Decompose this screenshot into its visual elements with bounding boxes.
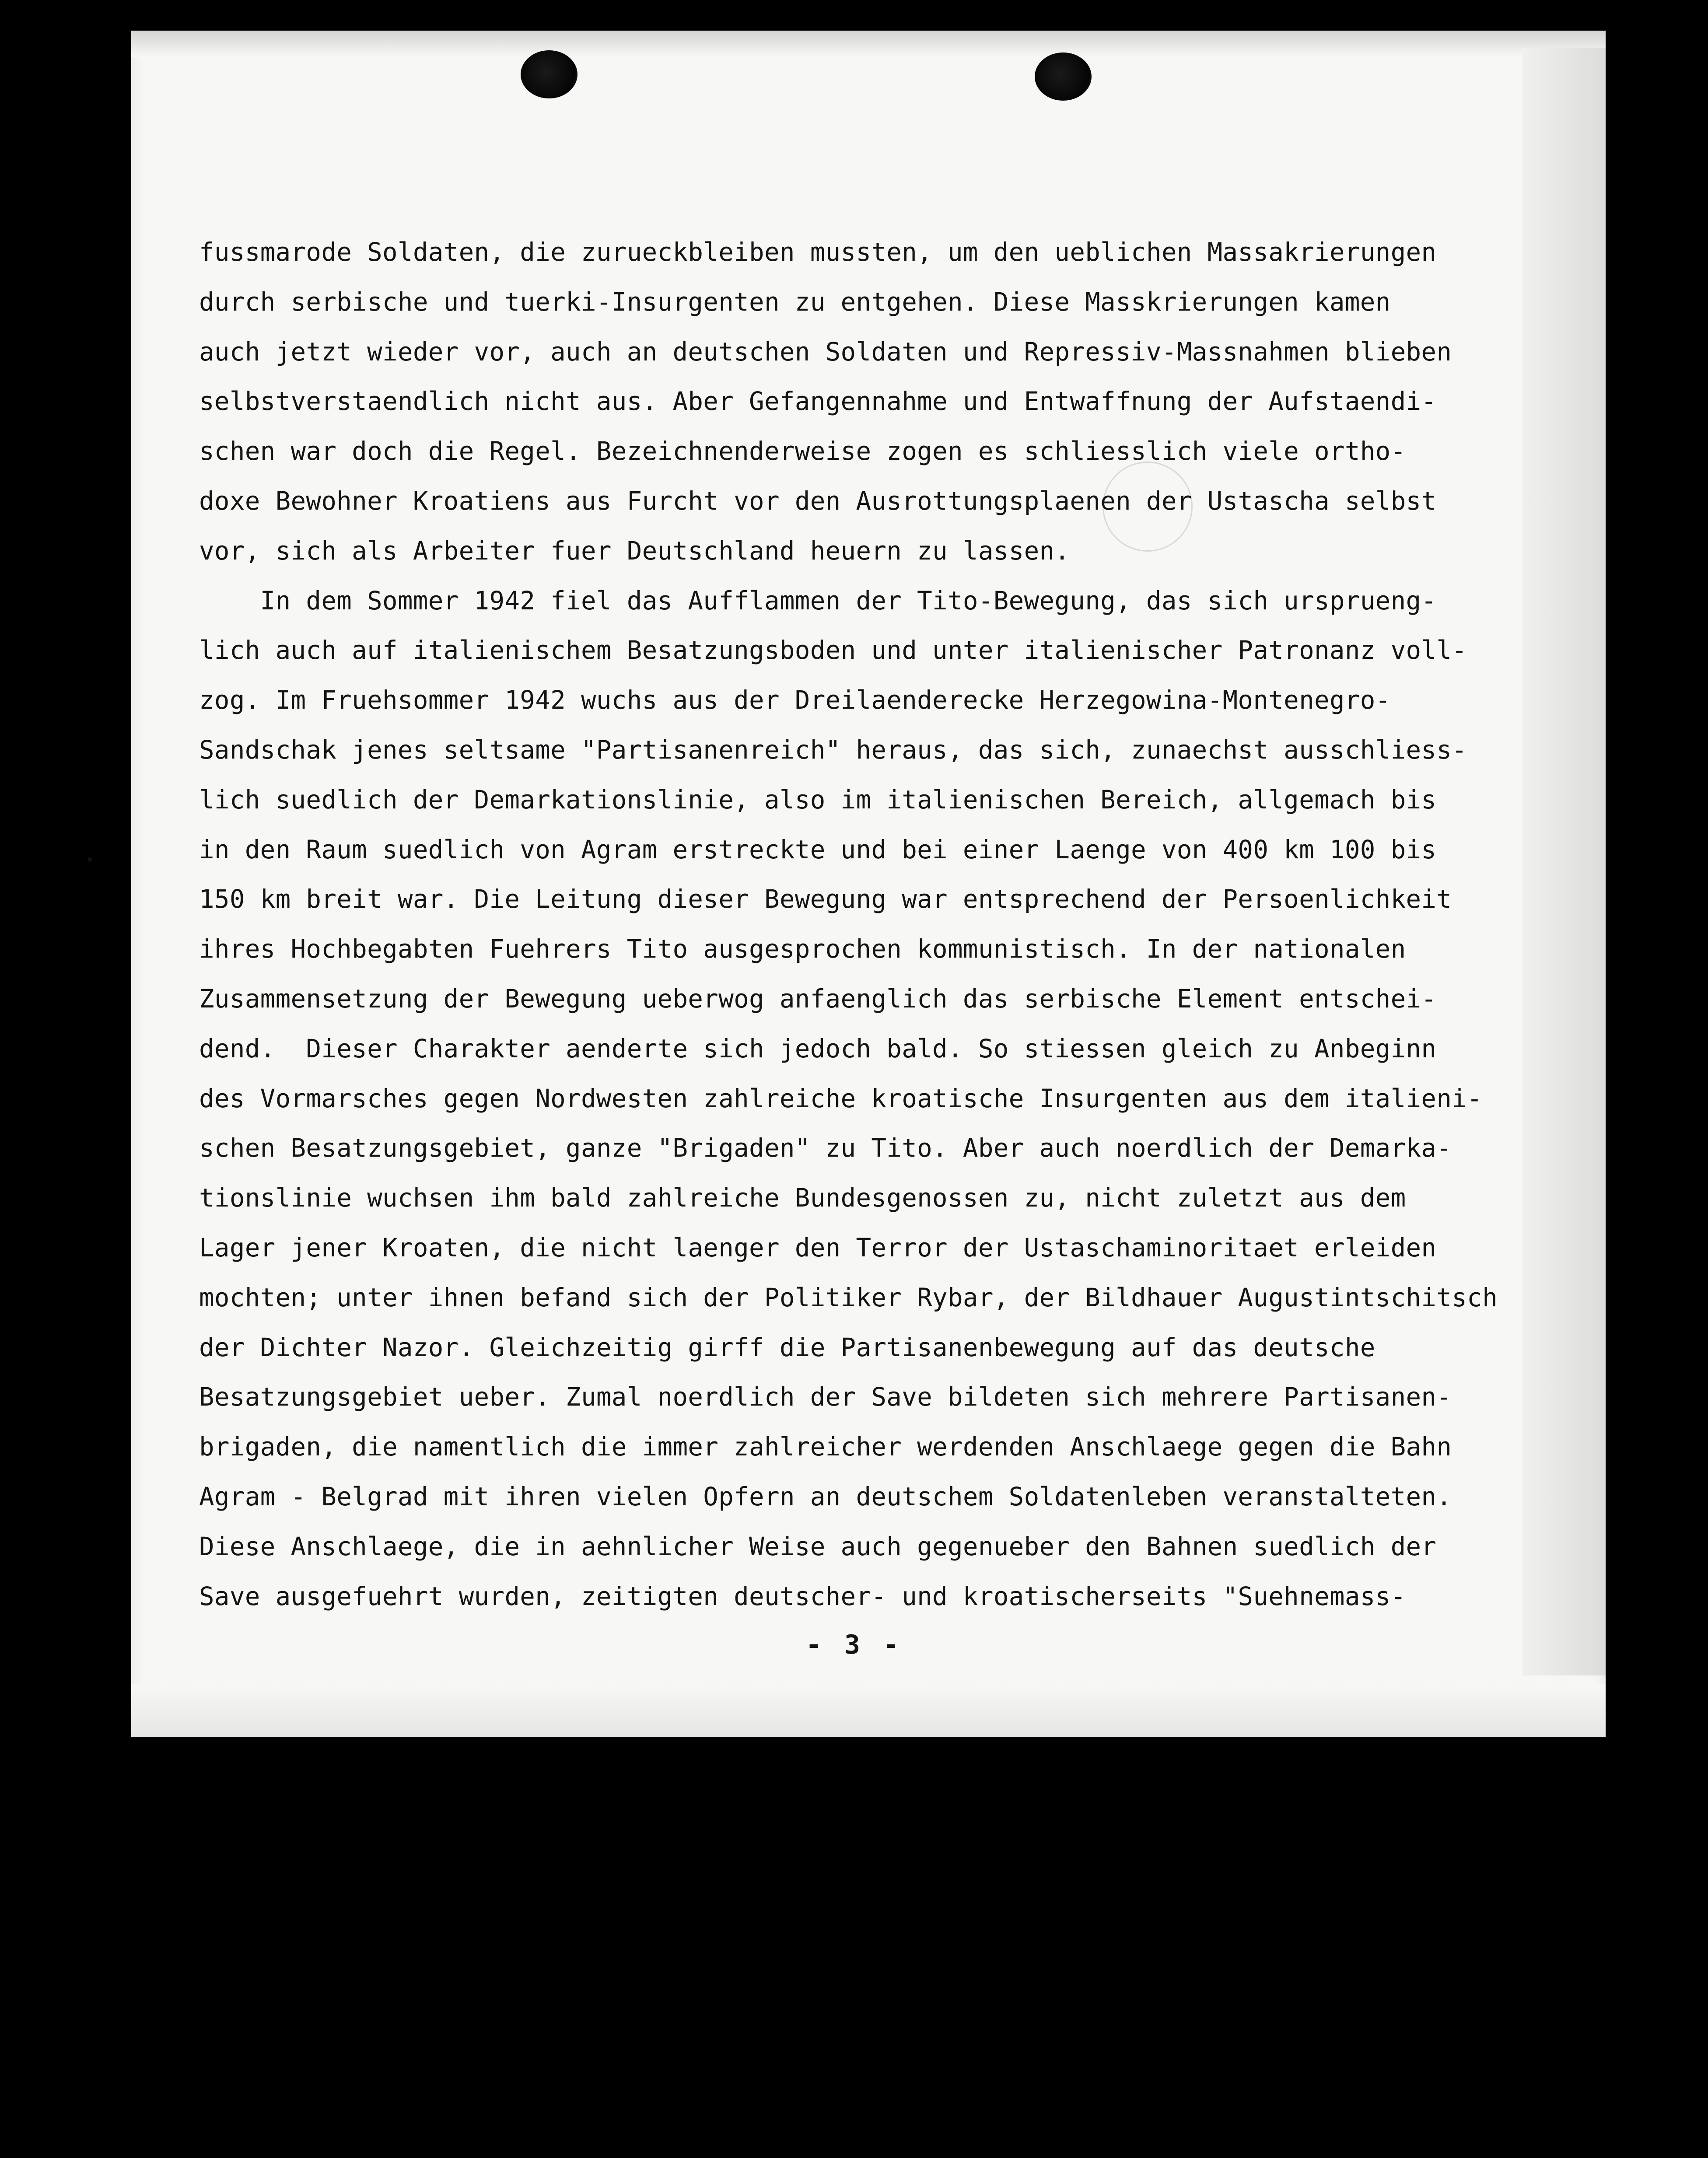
text-line: ihres Hochbegabten Fuehrers Tito ausgesprochen kommunistisch. In der nationalen bbox=[199, 934, 1406, 964]
text-line: durch serbische und tuerki-Insurgenten zu entgehen. Diese Masskrierungen kamen bbox=[199, 287, 1391, 317]
text-line: schen war doch die Regel. Bezeichnenderweise zogen es schliesslich viele ortho- bbox=[199, 437, 1406, 466]
text-line: lich suedlich der Demarkationslinie, also im italienischen Bereich, allgemach bis bbox=[199, 785, 1437, 815]
text-line: tionslinie wuchsen ihm bald zahlreiche Bundesgenossen zu, nicht zuletzt aus dem bbox=[199, 1183, 1406, 1213]
text-line: doxe Bewohner Kroatiens aus Furcht vor den Ausrottungsplaenen der Ustascha selbst bbox=[199, 486, 1437, 516]
scan-edge-top bbox=[131, 31, 1606, 57]
text-line: Diese Anschlaege, die in aehnlicher Weise auch gegenueber den Bahnen suedlich der bbox=[199, 1532, 1437, 1561]
text-line: brigaden, die namentlich die immer zahlreicher werdenden Anschlaege gegen die Bahn bbox=[199, 1432, 1452, 1462]
text-line: mochten; unter ihnen befand sich der Politiker Rybar, der Bildhauer Augustintschitsch bbox=[199, 1283, 1498, 1312]
text-line: vor, sich als Arbeiter fuer Deutschland heuern zu lassen. bbox=[199, 536, 1070, 566]
margin-dot bbox=[88, 857, 92, 862]
text-line: Zusammensetzung der Bewegung ueberwog anfaenglich das serbische Element entschei- bbox=[199, 984, 1437, 1014]
text-line: in den Raum suedlich von Agram erstreckte und bei einer Laenge von 400 km 100 bis bbox=[199, 835, 1437, 864]
page-number: - 3 - bbox=[805, 1630, 903, 1660]
text-line: auch jetzt wieder vor, auch an deutschen Soldaten und Repressiv-Massnahmen blieben bbox=[199, 337, 1452, 367]
text-line: lich auch auf italienischem Besatzungsboden und unter italienischer Patronanz voll- bbox=[199, 636, 1467, 665]
typewritten-body bbox=[199, 227, 1577, 1621]
punch-hole-left bbox=[521, 50, 578, 98]
text-line: dend. Dieser Charakter aenderte sich jedoch bald. So stiessen gleich zu Anbeginn bbox=[199, 1034, 1437, 1063]
text-line: selbstverstaendlich nicht aus. Aber Gefangennahme und Entwaffnung der Aufstaendi- bbox=[199, 387, 1437, 416]
scan-edge-bottom bbox=[131, 1684, 1606, 1737]
text-line: zog. Im Fruehsommer 1942 wuchs aus der Dreilaenderecke Herzegowina-Montenegro- bbox=[199, 686, 1391, 715]
text-line: schen Besatzungsgebiet, ganze "Brigaden" zu Tito. Aber auch noerdlich der Demarka- bbox=[199, 1133, 1452, 1163]
text-line: der Dichter Nazor. Gleichzeitig girff die Partisanenbewegung auf das deutsche bbox=[199, 1333, 1376, 1362]
text-line: Agram - Belgrad mit ihren vielen Opfern an deutschem Soldatenleben veranstalteten. bbox=[199, 1482, 1452, 1511]
text-line: des Vormarsches gegen Nordwesten zahlreiche kroatische Insurgenten aus dem italieni- bbox=[199, 1084, 1483, 1113]
punch-hole-right bbox=[1035, 52, 1092, 101]
text-line: fussmarode Soldaten, die zurueckbleiben mussten, um den ueblichen Massakrierungen bbox=[199, 238, 1437, 267]
text-line: In dem Sommer 1942 fiel das Aufflammen der Tito-Bewegung, das sich ursprueng- bbox=[199, 586, 1437, 616]
text-line: Besatzungsgebiet ueber. Zumal noerdlich der Save bildeten sich mehrere Partisanen- bbox=[199, 1382, 1452, 1412]
text-line: Lager jener Kroaten, die nicht laenger den Terror der Ustaschaminoritaet erleiden bbox=[199, 1233, 1437, 1263]
text-line: 150 km breit war. Die Leitung dieser Bewegung war entsprechend der Persoenlichkeit bbox=[199, 885, 1452, 914]
text-line: Save ausgefuehrt wurden, zeitigten deutscher- und kroatischerseits "Suehnemass- bbox=[199, 1581, 1406, 1611]
text-line: Sandschak jenes seltsame "Partisanenreich" heraus, das sich, zunaechst ausschliess- bbox=[199, 735, 1467, 765]
